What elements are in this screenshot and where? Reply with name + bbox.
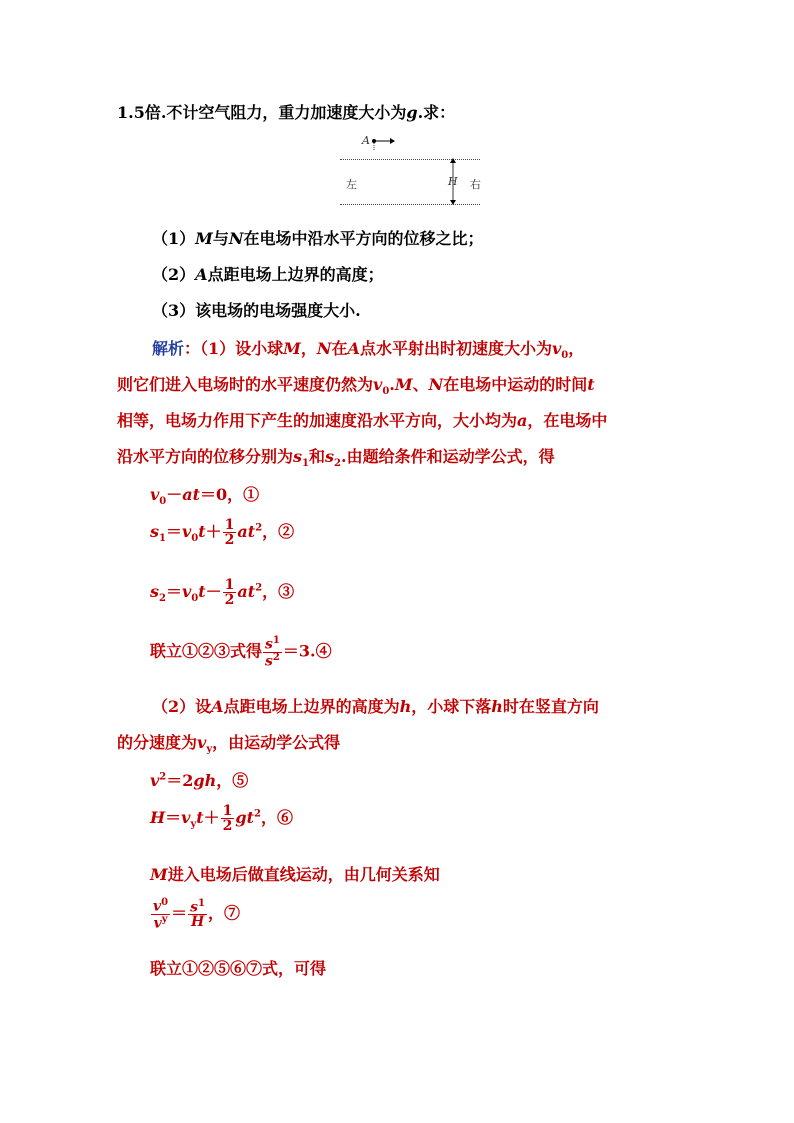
intro-number: 1.5 — [117, 103, 145, 122]
equation-5: $v^2=2gh$，⑤ — [150, 771, 249, 790]
equation-3: $s_2=v_0t-$ $\frac{1}{2}$ $at^2$，③ — [150, 577, 295, 608]
point-a-label: A — [362, 134, 370, 147]
right-label: 右 — [470, 178, 481, 191]
equation-7: $\frac{v^0}{v^y}$ ＝ $\frac{s^1}{H}$ ，⑦ — [153, 897, 240, 932]
solution-line-1: 解析：（1）设小球M，N在A点水平射出时初速度大小为$v_0$， — [152, 339, 585, 362]
solution-line-3: 相等，电场力作用下产生的加速度沿水平方向，大小均为a，在电场中 — [117, 411, 608, 430]
fraction-s1-h: $\frac{s^1}{H}$ — [190, 897, 205, 931]
solution-part2-line-1: （2）设A点距电场上边界的高度为h，小球下落h时在竖直方向 — [152, 697, 599, 716]
height-label: H — [448, 175, 458, 188]
intro-line — [117, 100, 455, 123]
solution-label: 解析 — [152, 339, 185, 358]
fraction-v0-vy: $\frac{v^0}{v^y}$ — [153, 897, 169, 932]
fraction-half: $\frac{1}{2}$ — [222, 803, 233, 834]
solution-part3-line: M进入电场后做直线运动，由几何关系知 — [150, 865, 440, 884]
equation-2: $s_1=v_0t+$ $\frac{1}{2}$ $at^2$，② — [150, 517, 295, 548]
question-2: （2）A点距电场上边界的高度； — [152, 265, 384, 284]
field-bottom-boundary — [340, 204, 480, 205]
equation-4: 联立①②③式得 $\frac{s^1}{s^2}$ ＝3.④ — [150, 635, 332, 670]
solution-part4-line: 联立①②⑤⑥⑦式，可得 — [150, 959, 327, 978]
fraction-half: $\frac{1}{2}$ — [224, 577, 235, 608]
projectile-arrow-icon — [370, 134, 410, 150]
field-diagram — [340, 132, 490, 212]
solution-line-2: 则它们进入电场时的水平速度仍然为$v_0.M$、N在电场中运动的时间t — [117, 375, 595, 398]
question-1: （1）M与N在电场中沿水平方向的位移之比； — [152, 229, 484, 248]
field-top-boundary — [340, 159, 480, 160]
intro-suffix: .求： — [417, 103, 456, 122]
question-3: （3）该电场的电场强度大小. — [152, 301, 361, 320]
equation-6: $H=v_yt+$ $\frac{1}{2}$ $gt^2$，⑥ — [150, 803, 293, 834]
intro-text: 倍.不计空气阻力，重力加速度大小为 — [144, 103, 407, 122]
fraction-s1-s2: $\frac{s^1}{s^2}$ — [265, 635, 280, 670]
left-label: 左 — [346, 178, 357, 191]
solution-part2-line-2: 的分速度为$v_y$，由运动学公式得 — [117, 733, 341, 756]
intro-var: g — [406, 103, 418, 122]
equation-1: $v_0-at=0$，① — [150, 485, 260, 508]
fraction-half: $\frac{1}{2}$ — [224, 517, 235, 548]
solution-line-4: 沿水平方向的位移分别为$s_1$和$s_2$.由题给条件和运动学公式，得 — [117, 447, 555, 470]
